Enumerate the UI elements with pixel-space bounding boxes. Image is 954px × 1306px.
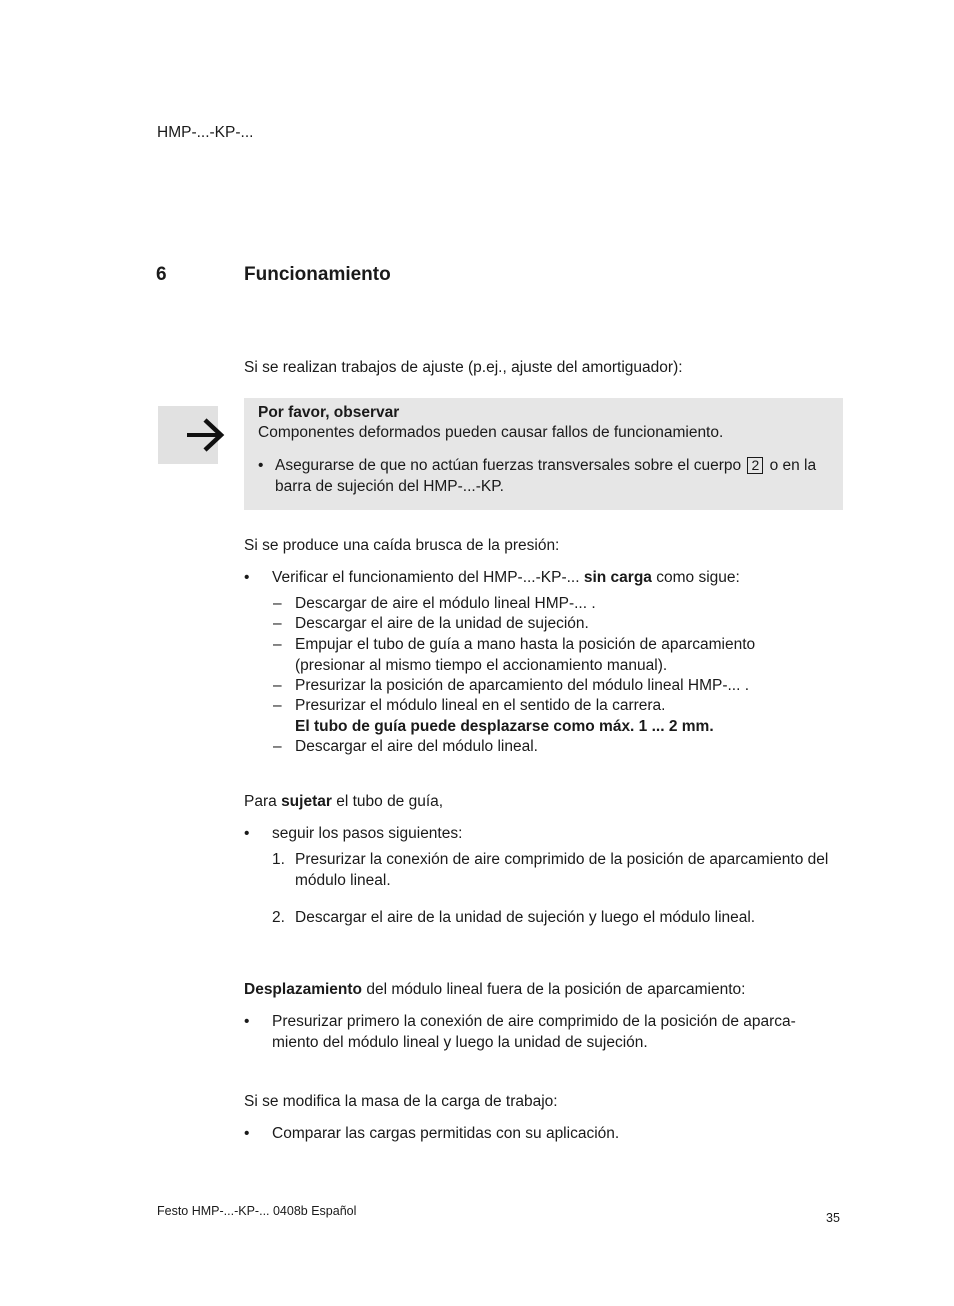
dash-marker: – — [273, 636, 282, 653]
step-number: 1. — [272, 851, 285, 868]
move-bullet: Presurizar primero la conexión de aire comprimido de la posición de aparca-miento del módulo lineal y luego la unidad de sujeción. — [272, 1013, 796, 1051]
pressure-step: Empujar el tubo de guía a mano hasta la posición de aparcamiento (presionar al mismo tiempo el accionamiento manual). — [295, 636, 756, 674]
section-title: Funcionamiento — [244, 264, 391, 285]
pressure-bullet-text: Verificar el funcionamiento del HMP-...-KP-... — [272, 569, 580, 586]
footer-text: Festo HMP-...-KP-... 0408b Español — [157, 1204, 357, 1218]
dash-marker: – — [273, 595, 282, 612]
document-code-header: HMP-...-KP-... — [157, 124, 254, 141]
arrow-right-icon — [185, 415, 225, 455]
dash-marker: – — [273, 615, 282, 632]
dash-marker: – — [273, 697, 282, 714]
pressure-bullet-text-end: como sigue: — [656, 569, 740, 586]
clamp-intro-bold: sujetar — [281, 793, 332, 810]
load-bullet: Comparar las cargas permitidas con su aplicación. — [272, 1125, 620, 1142]
dash-marker: – — [273, 738, 282, 755]
bullet-marker: • — [244, 825, 250, 842]
pressure-step: Descargar de aire el módulo lineal HMP-... . — [295, 595, 596, 612]
notice-bullet-text: Asegurarse de que no actúan fuerzas transversales sobre el cuerpo — [275, 457, 742, 474]
pressure-bullet-bold: sin carga — [583, 569, 652, 586]
bullet-marker: • — [244, 1125, 250, 1142]
bullet-marker: • — [258, 457, 264, 474]
notice-bullet-text-end: o en la barra de sujeción del HMP-...-KP. — [275, 457, 817, 495]
pressure-step: Descargar el aire de la unidad de sujeción. — [295, 615, 589, 632]
notice-text: Componentes deformados pueden causar fallos de funcionamiento. — [258, 424, 724, 441]
section-number: 6 — [156, 264, 167, 285]
clamp-intro-text: Para — [244, 793, 277, 810]
dash-marker: – — [273, 677, 282, 694]
move-intro — [244, 980, 844, 1001]
pressure-intro: Si se produce una caída brusca de la presión: — [244, 537, 560, 554]
clamp-intro — [244, 792, 844, 813]
pressure-step: Descargar el aire del módulo lineal. — [295, 738, 538, 755]
clamp-step: Presurizar la conexión de aire comprimido de la posición de aparcamiento del módulo lineal. — [295, 851, 829, 889]
page-number: 35 — [826, 1211, 840, 1225]
load-intro: Si se modifica la masa de la carga de trabajo: — [244, 1093, 558, 1110]
step-number: 2. — [272, 909, 285, 926]
adjust-intro: Si se realizan trabajos de ajuste (p.ej., ajuste del amortiguador): — [244, 359, 683, 376]
clamp-intro-text-end: el tubo de guía, — [336, 793, 444, 810]
bullet-marker: • — [244, 1013, 250, 1030]
notice-title: Por favor, observar — [258, 404, 400, 421]
pressure-step: Presurizar el módulo lineal en el sentido de la carrera. — [295, 697, 666, 714]
move-intro-bold: Desplazamiento — [244, 981, 363, 998]
bullet-marker: • — [244, 569, 250, 586]
notice-bullet — [275, 456, 840, 497]
component-reference-number: 2 — [747, 457, 763, 474]
pressure-step-note: El tubo de guía puede desplazarse como máx. 1 ... 2 mm. — [295, 718, 714, 735]
notice-icon-box — [158, 406, 218, 464]
clamp-bullet: seguir los pasos siguientes: — [272, 825, 463, 842]
pressure-bullet — [272, 568, 842, 589]
clamp-step: Descargar el aire de la unidad de sujeción y luego el módulo lineal. — [295, 909, 756, 926]
move-intro-text: del módulo lineal fuera de la posición de aparcamiento: — [366, 981, 746, 998]
pressure-step: Presurizar la posición de aparcamiento del módulo lineal HMP-... . — [295, 677, 750, 694]
